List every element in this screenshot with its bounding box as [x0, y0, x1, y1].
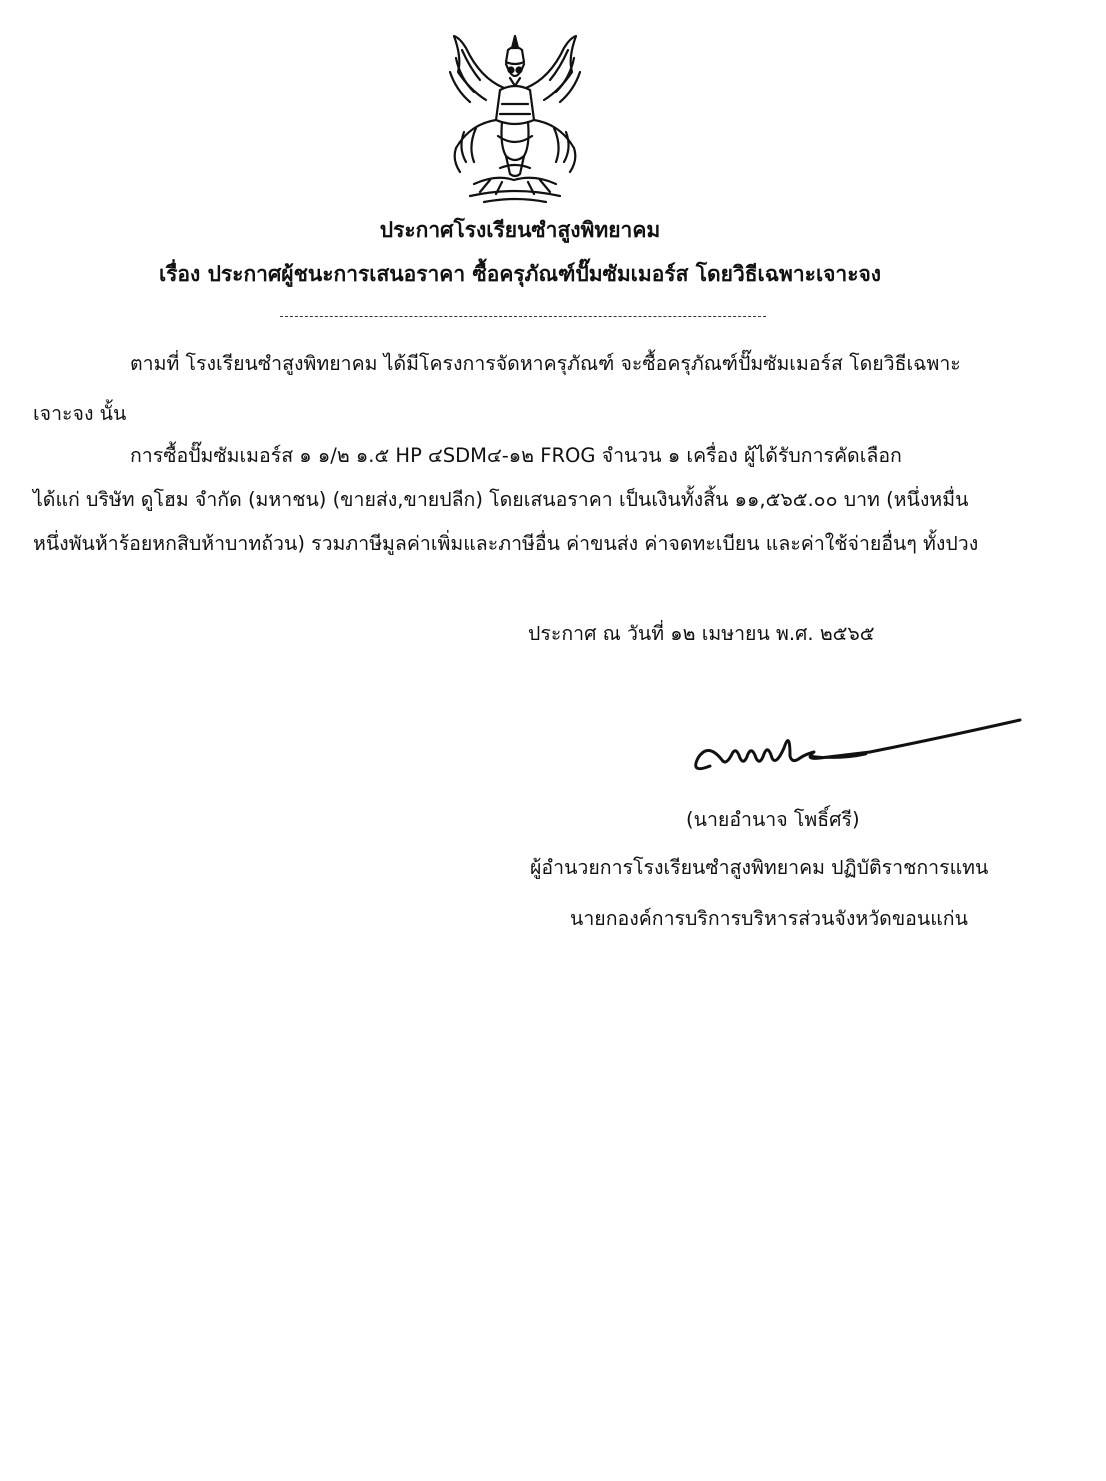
paragraph-2-line-1: การซื้อปั๊มซัมเมอร์ส ๑ ๑/๒ ๑.๕ HP ๔SDM๔-๑๒ FROG จำนวน ๑ เครื่อง ผู้ได้รับการคัดเลือก: [130, 444, 902, 467]
paragraph-1-line-1: ตามที่ โรงเรียนซำสูงพิทยาคม ได้มีโครงการจัดหาครุภัณฑ์ จะซื้อครุภัณฑ์ปั๊มซัมเมอร์ส โดยวิธีเฉพาะ: [130, 352, 961, 375]
title-divider: [280, 316, 766, 317]
paragraph-2-line-3: หนึ่งพันห้าร้อยหกสิบห้าบาทถ้วน) รวมภาษีมูลค่าเพิ่มและภาษีอื่น ค่าขนส่ง ค่าจดทะเบียน และค่าใช้จ่ายอื่นๆ ทั้งปวง: [33, 532, 979, 555]
document-title: ประกาศโรงเรียนซำสูงพิทยาคม: [379, 218, 661, 242]
garuda-emblem-icon: [440, 28, 590, 206]
paragraph-2-line-2: ได้แก่ บริษัท ดูโฮม จำกัด (มหาชน) (ขายส่ง,ขายปลีก) โดยเสนอราคา เป็นเงินทั้งสิ้น ๑๑,๕๖๕.๐๐ บาท (หนึ่งหมื่น: [33, 488, 969, 511]
announcement-date: ประกาศ ณ วันที่ ๑๒ เมษายน พ.ศ. ๒๕๖๕: [528, 622, 875, 645]
paragraph-1-line-2: เจาะจง นั้น: [33, 402, 127, 425]
signer-position-1: ผู้อำนวยการโรงเรียนซำสูงพิทยาคม ปฏิบัติราชการแทน: [530, 856, 989, 879]
signer-position-2: นายกองค์การบริการบริหารส่วนจังหวัดขอนแก่น: [570, 907, 968, 930]
document-subject: เรื่อง ประกาศผู้ชนะการเสนอราคา ซื้อครุภัณฑ์ปั๊มซัมเมอร์ส โดยวิธีเฉพาะเจาะจง: [158, 262, 882, 286]
handwritten-signature: [680, 708, 1030, 788]
signer-name: (นายอำนาจ โพธิ์ศรี): [686, 808, 860, 831]
